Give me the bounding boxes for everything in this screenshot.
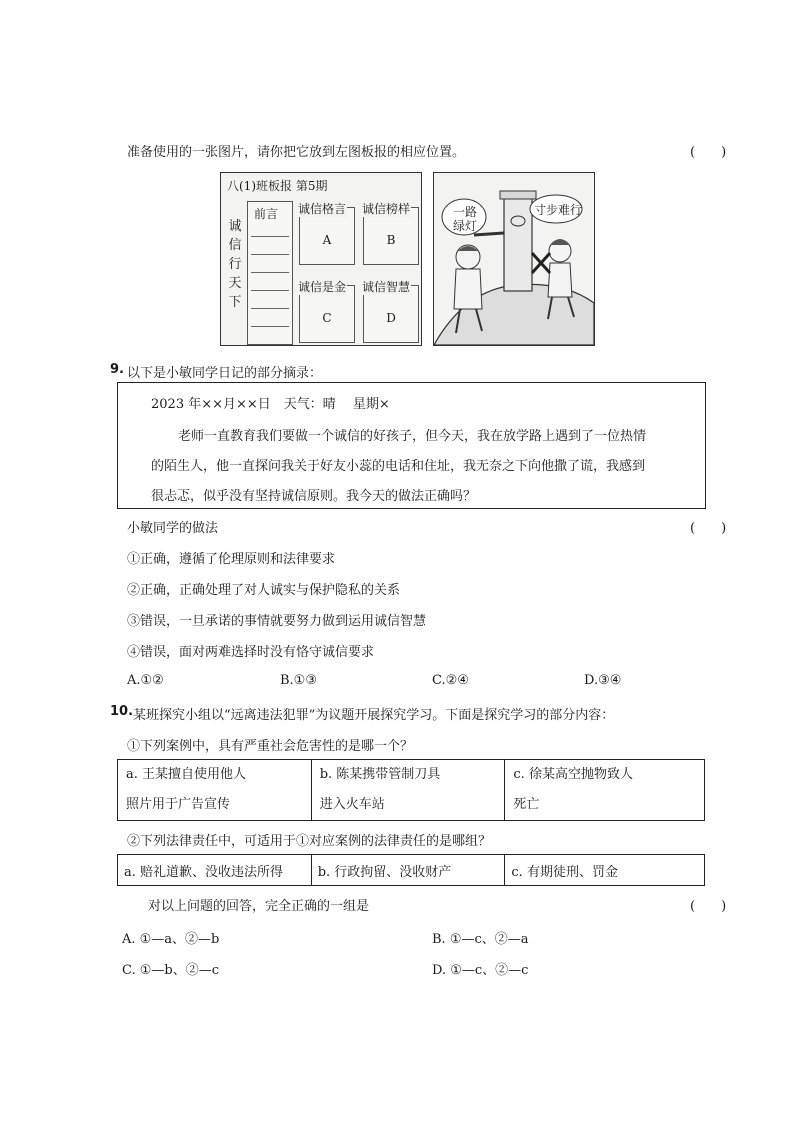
case-line: 照片用于广告宣传 — [126, 797, 231, 812]
q10-option-d: D. ①—c、②—c — [432, 963, 529, 978]
q9-stem: 以下是小敏同学日记的部分摘录： — [127, 366, 323, 381]
bubble-left-text: 一路绿灯 — [452, 205, 477, 233]
liabilities-table — [117, 854, 705, 886]
bubble-right-text: 寸步难行 — [534, 203, 583, 217]
diary-line-3: 很忐忑，似乎没有坚持诚信原则。我今天的做法正确吗？ — [151, 489, 477, 504]
q10-prompt: 对以上问题的回答，完全正确的一组是 — [148, 899, 370, 914]
q9-statement-1: ①正确，遵循了伦理原则和法律要求 — [127, 552, 336, 567]
q9-option-d: D.③④ — [584, 673, 622, 688]
q9-option-a: A.①② — [127, 673, 164, 688]
class-board-figure — [220, 172, 422, 346]
liability-c: c. 有期徒刑、罚金 — [505, 855, 705, 886]
q10-sub-question-1: ①下列案例中，具有严重社会危害性的是哪一个？ — [127, 739, 414, 754]
board-cell-heading: 诚信格言 — [298, 202, 347, 216]
q10-option-a: A. ①—a、②—b — [122, 932, 220, 947]
board-preface-box — [247, 201, 293, 345]
q9-statement-3: ③错误，一旦承诺的事情就要努力做到运用诚信智慧 — [127, 614, 427, 629]
liability-a: a. 赔礼道歉、没收违法所得 — [118, 855, 312, 886]
board-cell-heading: 诚信榜样 — [362, 202, 411, 216]
board-cell-letter: C — [322, 311, 332, 325]
board-preface-label: 前言 — [254, 207, 279, 221]
q9-statement-4: ④错误，面对两难选择时没有恪守诚信要求 — [127, 645, 375, 660]
q9-option-c: C.②④ — [432, 673, 469, 688]
q8-tail-text: 准备使用的一张图片，请你把它放到左图板报的相应位置。 — [127, 145, 466, 160]
board-title: 八(1)班板报 第5期 — [227, 179, 328, 193]
board-cell-letter: D — [386, 311, 396, 325]
diary-line-1: 老师一直教育我们要做一个诚信的好孩子，但今天，我在放学路上遇到了一位热情 — [178, 429, 647, 444]
q10-sub-question-2: ②下列法律责任中，可适用于①对应案例的法律责任的是哪组？ — [127, 834, 492, 849]
board-cell-letter: B — [386, 233, 396, 247]
case-line: c. 徐某高空抛物致人 — [513, 767, 633, 782]
q9-statement-2: ②正确，正确处理了对人诚实与保护隐私的关系 — [127, 583, 401, 598]
q10-stem: 某班探究小组以“远离违法犯罪”为议题开展探究学习。下面是探究学习的部分内容： — [133, 708, 615, 723]
diary-box — [117, 382, 706, 509]
case-line: 死亡 — [513, 797, 540, 812]
q9-option-b: B.①③ — [280, 673, 317, 688]
q10-number: 10. — [110, 704, 134, 719]
board-cell-b — [362, 202, 419, 265]
q9-prompt: 小敏同学的做法 — [127, 521, 219, 536]
board-cell-heading: 诚信智慧 — [362, 280, 411, 294]
cartoon-figure — [433, 172, 595, 346]
board-cell-d — [362, 280, 419, 343]
case-line: 进入火车站 — [319, 797, 385, 812]
case-line: a. 王某擅自使用他人 — [126, 767, 247, 782]
case-line: b. 陈某携带管制刀具 — [319, 767, 441, 782]
liability-b: b. 行政拘留、没收财产 — [311, 855, 505, 886]
board-cell-a — [298, 202, 355, 265]
q8-answer-paren: ( ) — [690, 145, 727, 160]
case-c — [505, 760, 705, 821]
cases-table — [117, 759, 705, 821]
q9-answer-paren: ( ) — [690, 521, 727, 536]
q9-number: 9. — [110, 362, 124, 377]
case-b — [311, 760, 505, 821]
cartoon-illustration — [434, 173, 594, 345]
board-cell-letter: A — [322, 233, 332, 247]
diary-line-2: 的陌生人，他一直探问我关于好友小蕊的电话和住址，我无奈之下向他撒了谎，我感到 — [151, 459, 646, 474]
board-cell-heading: 诚信是金 — [298, 280, 347, 294]
q10-option-b: B. ①—c、②—a — [432, 932, 529, 947]
board-side-text: 诚信行天下 — [228, 219, 242, 310]
diary-date-line: 2023 年××月××日 天气：晴 星期× — [151, 397, 390, 412]
q10-answer-paren: ( ) — [690, 899, 727, 914]
case-a — [118, 760, 312, 821]
q10-option-c: C. ①—b、②—c — [122, 963, 220, 978]
board-cell-c — [298, 280, 355, 343]
